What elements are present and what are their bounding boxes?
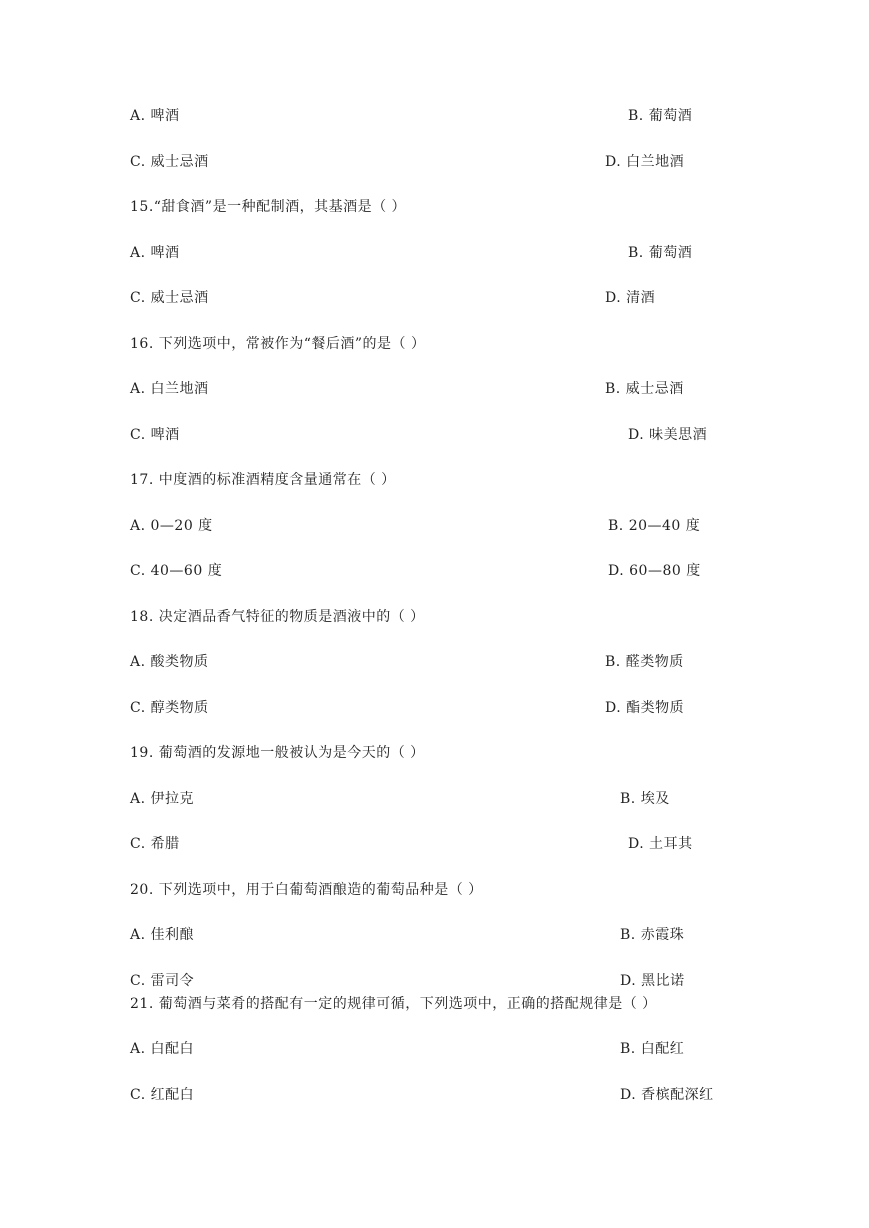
option-c: C. 雷司令 (130, 973, 195, 989)
option-b: B. 赤霞珠 (620, 927, 685, 943)
option-d: D. 土耳其 (628, 836, 693, 852)
option-d: D. 香槟配深红 (620, 1087, 714, 1103)
question-21: 21. 葡萄酒与菜肴的搭配有一定的规律可循，下列选项中，正确的搭配规律是（ ） (130, 996, 657, 1012)
option-c: C. 威士忌酒 (130, 154, 209, 170)
option-b: B. 埃及 (620, 791, 670, 807)
option-d: D. 白兰地酒 (605, 154, 685, 170)
question-20: 20. 下列选项中，用于白葡萄酒酿造的葡萄品种是（ ） (130, 882, 483, 898)
option-b: B. 醛类物质 (605, 654, 684, 670)
option-d: D. 黑比诺 (620, 973, 685, 989)
option-b: B. 葡萄酒 (628, 245, 693, 261)
question-16: 16. 下列选项中，常被作为“餐后酒”的是（ ） (130, 336, 426, 352)
option-b: B. 葡萄酒 (628, 108, 693, 124)
option-b: B. 白配红 (620, 1041, 685, 1057)
question-18: 18. 决定酒品香气特征的物质是酒液中的（ ） (130, 609, 425, 625)
option-c: C. 40—60 度 (130, 563, 223, 579)
option-c: C. 希腊 (130, 836, 180, 852)
question-19: 19. 葡萄酒的发源地一般被认为是今天的（ ） (130, 745, 425, 761)
option-d: D. 酯类物质 (605, 700, 685, 716)
question-17: 17. 中度酒的标准酒精度含量通常在（ ） (130, 472, 396, 488)
option-a: A. 啤酒 (130, 108, 180, 124)
option-c: C. 红配白 (130, 1087, 195, 1103)
option-c: C. 啤酒 (130, 427, 180, 443)
option-b: B. 20—40 度 (608, 518, 701, 534)
option-d: D. 味美思酒 (628, 427, 708, 443)
option-a: A. 伊拉克 (130, 791, 195, 807)
option-c: C. 醇类物质 (130, 700, 209, 716)
option-a: A. 白配白 (130, 1041, 195, 1057)
option-a: A. 佳利酿 (130, 927, 195, 943)
option-a: A. 0—20 度 (130, 518, 213, 534)
option-c: C. 威士忌酒 (130, 290, 209, 306)
option-d: D. 60—80 度 (608, 563, 701, 579)
option-b: B. 威士忌酒 (605, 381, 684, 397)
option-a: A. 啤酒 (130, 245, 180, 261)
option-a: A. 白兰地酒 (130, 381, 209, 397)
option-d: D. 清酒 (605, 290, 656, 306)
question-15: 15.“甜食酒”是一种配制酒，其基酒是（ ） (130, 199, 407, 215)
option-a: A. 酸类物质 (130, 654, 209, 670)
